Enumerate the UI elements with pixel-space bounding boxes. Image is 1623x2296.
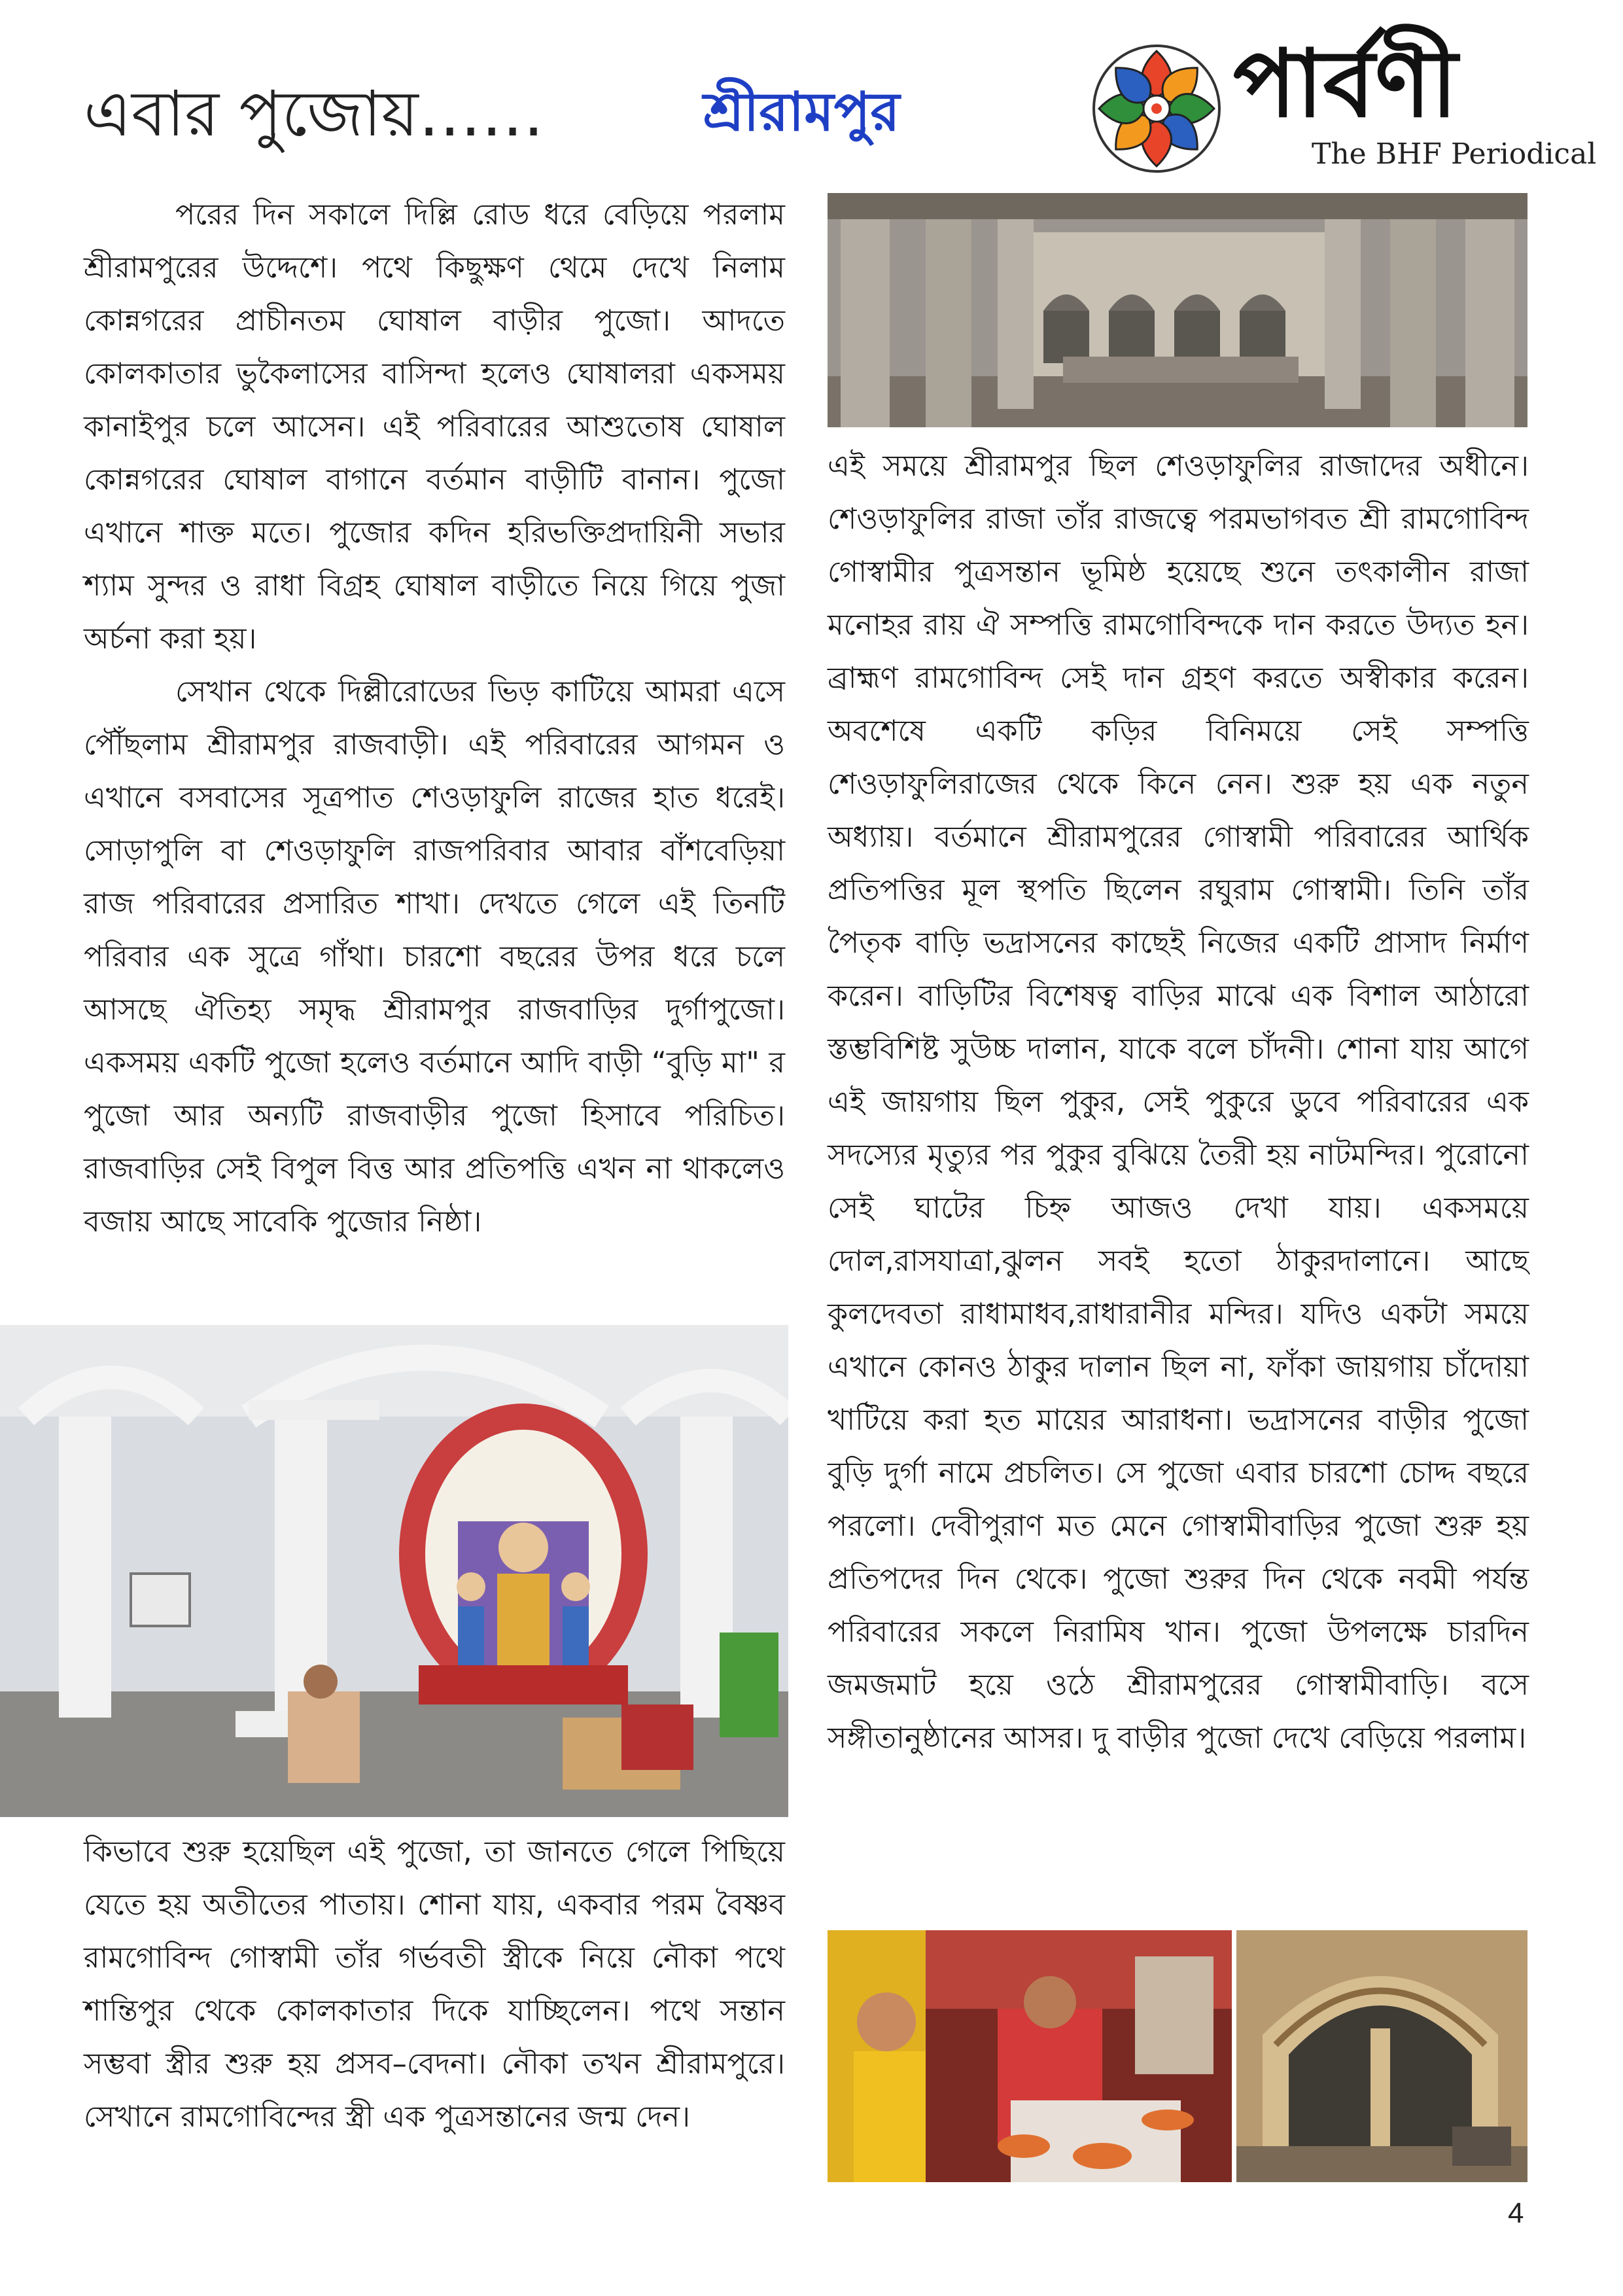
page-number: 4: [1508, 2197, 1524, 2229]
left-paragraph-3: কিভাবে শুরু হয়েছিল এই পুজো, তা জানতে গেলে পিছিয়ে যেতে হয় অতীতের পাতায়। শোনা যায়, একবার পরম বৈষ্ণব রামগোবিন্দ গোস্বামী তাঁর গর্ভবতী স্ত্রীকে নিয়ে নৌকা পথে শান্তিপুর থেকে কোলকাতার দিকে যাচ্ছিলেন। পথে সন্তান সম্ভবা স্ত্রীর শুরু হয় প্রসব–বেদনা। নৌকা তখন শ্রীরামপুরে। সেখানে রামগোবিন্দের স্ত্রী এক পুত্রসন্তানের জন্ম দেন।: [84, 1835, 785, 2134]
left-paragraph-1: পরের দিন সকালে দিল্লি রোড ধরে বেড়িয়ে পরলাম শ্রীরামপুরের উদ্দেশে। পথে কিছুক্ষণ থেমে দেখে নিলাম কোন্নগরের প্রাচীনতম ঘোষাল বাড়ীর পুজো। আদতে কোলকাতার ভুকৈলাসের বাসিন্দা হলেও ঘোষালরা একসময় কানাইপুর চলে আসেন। এই পরিবারের আশুতোষ ঘোষাল কোন্নগরের ঘোষাল বাগানে বর্তমান বাড়ীটি বানান। পুজো এখানে শাক্ত মতে। পুজোর কদিন হরিভক্তিপ্রদায়িনী সভার শ্যাম সুন্দর ও রাধা বিগ্রহ ঘোষাল বাড়ীতে নিয়ে গিয়ে পুজা অর্চনা করা হয়।: [84, 198, 785, 656]
colonnade-photo: [828, 193, 1527, 427]
logo-name: পার্বণী: [1233, 30, 1458, 138]
right-paragraph-1: এই সময়ে শ্রীরামপুর ছিল শেওড়াফুলির রাজাদের অধীনে। শেওড়াফুলির রাজা তাঁর রাজত্বে পরমভাগবত শ্রী রামগোবিন্দ গোস্বামীর পুত্রসন্তান ভূমিষ্ঠ হয়েছে শুনে তৎকালীন রাজা মনোহর রায় ঐ সম্পত্তি রামগোবিন্দকে দান করতে উদ্যত হন। ব্রাহ্মণ রামগোবিন্দ সেই দান গ্রহণ করতে অস্বীকার করেন। অবশেষে একটি কড়ির বিনিময়ে সেই সম্পত্তি শেওড়াফুলিরাজের থেকে কিনে নেন। শুরু হয় এক নতুন অধ্যায়। বর্তমানে শ্রীরামপুরের গোস্বামী পরিবারের আর্থিক প্রতিপত্তির মূল স্থপতি ছিলেন রঘুরাম গোস্বামী। তিনি তাঁর পৈতৃক বাড়ি ভদ্রাসনের কাছেই নিজের একটি প্রাসাদ নির্মাণ করেন। বাড়িটির বিশেষত্ব বাড়ির মাঝে এক বিশাল আঠারো স্তম্ভবিশিষ্ট সুউচ্চ দালান, যাকে বলে চাঁদনী। শোনা যায় আগে এই জায়গায় ছিল পুকুর, সেই পুকুরে ডুবে পরিবারের এক সদস্যের মৃত্যুর পর পুকুর বুঝিয়ে তৈরী হয় নাটমন্দির। পুরোনো সেই ঘাটের চিহ্ন আজও দেখা যায়। একসময়ে দোল,রাসযাত্রা,ঝুলন সবই হতো ঠাকুরদালানে। আছে কুলদেবতা রাধামাধব,রাধারানীর মন্দির। যদিও একটা সময়ে এখানে কোনও ঠাকুর দালান ছিল না, ফাঁকা জায়গায় চাঁদোয়া খাটিয়ে করা হত মায়ের আরাধনা। ভদ্রাসনের বাড়ীর পুজো বুড়ি দুর্গা নামে প্রচলিত। সে পুজো এবার চারশো চোদ্দ বছরে পরলো। দেবীপুরাণ মত মেনে গোস্বামীবাড়ির পুজো শুরু হয় প্রতিপদের দিন থেকে। পুজো শুরুর দিন থেকে নবমী পর্যন্ত পরিবারের সকলে নিরামিষ খান। পুজো উপলক্ষে চারদিন জমজমাট হয়ে ওঠে শ্রীরামপুরের গোস্বামীবাড়ি। বসে সঙ্গীতানুষ্ঠানের আসর। দু বাড়ীর পুজো দেখে বেড়িয়ে পরলাম।: [828, 450, 1529, 1755]
page-title: এবার পুজোয়……: [84, 77, 544, 150]
durga-idol-photo: [0, 1325, 788, 1817]
mandala-logo-icon: [1091, 43, 1222, 174]
arched-doorway-photo: [1236, 1930, 1527, 2182]
left-column-text-top: [84, 188, 785, 1314]
right-column-text: [828, 440, 1529, 1918]
left-column-text-bottom: [84, 1826, 785, 2192]
sindoor-ritual-photo: [828, 1930, 1232, 2182]
logo-subtitle: The BHF Periodical: [1312, 137, 1597, 171]
left-paragraph-2: সেখান থেকে দিল্লীরোডের ভিড় কাটিয়ে আমরা এসে পৌঁছলাম শ্রীরামপুর রাজবাড়ী। এই পরিবারের আগমন ও এখানে বসবাসের সূত্রপাত শেওড়াফুলি রাজের হাত ধরেই। সোড়াপুলি বা শেওড়াফুলি রাজপরিবার আবার বাঁশবেড়িয়া রাজ পরিবারের প্রসারিত শাখা। দেখতে গেলে এই তিনটি পরিবার এক সুত্রে গাঁথা। চারশো বছরের উপর ধরে চলে আসছে ঐতিহ্য সমৃদ্ধ শ্রীরামপুর রাজবাড়ির দুর্গাপুজো। একসময় একটি পুজো হলেও বর্তমানে আদি বাড়ী “বুড়ি মা" র পুজো আর অন্যটি রাজবাড়ীর পুজো হিসাবে পরিচিত। রাজবাড়ির সেই বিপুল বিত্ত আর প্রতিপত্তি এখন না থাকলেও বজায় আছে সাবেকি পুজোর নিষ্ঠা।: [84, 675, 785, 1239]
place-title: শ্রীরামপুর: [703, 81, 900, 143]
